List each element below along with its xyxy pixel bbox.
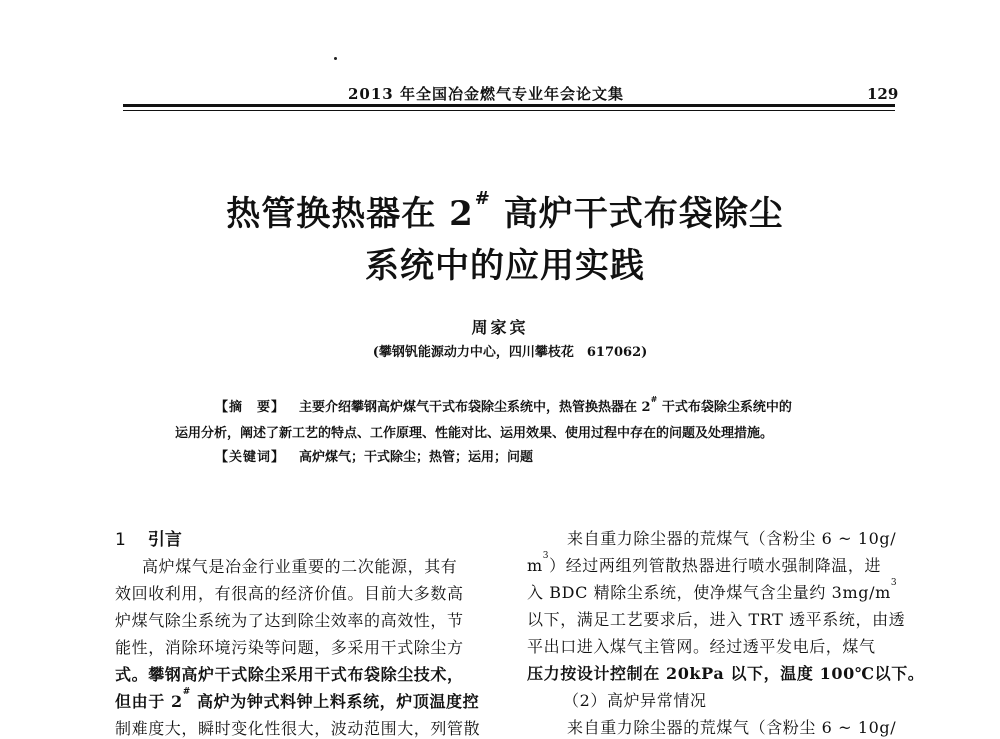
left-line6-sup: # xyxy=(182,687,191,697)
right-col-line-2 xyxy=(527,553,881,576)
right-line2-sup: 3 xyxy=(542,551,550,561)
right-col-line-8: 来自重力除尘器的荒煤气（含粉尘 6 ~ 10g/ xyxy=(567,718,897,737)
title-line1-after: 高炉干式布袋除尘 xyxy=(490,194,784,234)
left-line6-before: 但由于 2 xyxy=(115,692,183,711)
right-line2-after: ）经过两组列管散热器进行喷水强制降温，进 xyxy=(549,556,882,575)
author-affiliation: (攀钢钒能源动力中心，四川攀枝花 617062) xyxy=(372,345,648,360)
left-col-line-5: 式。攀钢高炉干式除尘采用干式布袋除尘技术， xyxy=(115,665,464,684)
stray-dot xyxy=(334,57,337,60)
right-col-line-3 xyxy=(527,580,897,603)
right-col-line-4: 以下，满足工艺要求后，进入 TRT 透平系统，由透 xyxy=(527,610,906,629)
paper-title-line-2: 系统中的应用实践 xyxy=(365,246,645,286)
right-line3-before: 入 BDC 精除尘系统，使净煤气含尘量约 3mg/m xyxy=(527,583,891,602)
abstract-line1-sup: # xyxy=(650,394,658,404)
section-title: 引言 xyxy=(147,530,182,550)
section-1-heading xyxy=(115,525,182,550)
keywords-line xyxy=(215,446,533,465)
right-col-line-5: 平出口进入煤气主管网。经过透平发电后，煤气 xyxy=(527,637,876,656)
page-number: 129 xyxy=(867,85,899,103)
right-line3-sup: 3 xyxy=(890,578,898,588)
left-col-line-6 xyxy=(115,689,479,712)
keywords-label: 【关键词】 xyxy=(215,450,286,465)
paper-title-line-1 xyxy=(5,186,1000,235)
left-col-line-2: 效回收利用，有很高的经济价值。目前大多数高 xyxy=(115,584,464,603)
title-line1-sup: # xyxy=(474,188,491,209)
left-col-line-7: 制难度大，瞬时变化性很大，波动范围大，列管散 xyxy=(115,719,481,738)
abstract-line1-before: 主要介绍攀钢高炉煤气干式布袋除尘系统中，热管换热器在 2 xyxy=(299,400,651,415)
header-rule-thick xyxy=(123,104,895,107)
right-col-line-7: （2）高炉异常情况 xyxy=(563,691,707,710)
left-col-line-3: 炉煤气除尘系统为了达到除尘效率的高效性，节 xyxy=(115,611,464,630)
abstract-line1-after: 干式布袋除尘系统中的 xyxy=(657,400,792,415)
running-head: 2013 年全国冶金燃气专业年会论文集 xyxy=(348,85,624,103)
abstract-line-2: 运用分析，阐述了新工艺的特点、工作原理、性能对比、运用效果、使用过程中存在的问题及处理措施。 xyxy=(175,426,774,441)
abstract-line-1 xyxy=(215,396,792,415)
left-line6-after: 高炉为钟式料钟上料系统，炉顶温度控 xyxy=(190,692,480,711)
author-name: 周家宾 xyxy=(471,318,529,337)
right-line2-before: m xyxy=(527,556,543,575)
header-rule-thin xyxy=(123,110,895,111)
abstract-label: 【摘 要】 xyxy=(215,400,286,415)
right-col-line-1: 来自重力除尘器的荒煤气（含粉尘 6 ~ 10g/ xyxy=(567,529,897,548)
right-col-line-6: 压力按设计控制在 20kPa 以下，温度 100℃以下。 xyxy=(527,664,925,683)
left-col-line-1: 高炉煤气是冶金行业重要的二次能源，其有 xyxy=(142,557,458,576)
left-col-line-4: 能性，消除环境污染等问题，多采用干式除尘方 xyxy=(115,638,464,657)
keywords-text: 高炉煤气；干式除尘；热管；运用；问题 xyxy=(299,450,534,465)
section-number: 1 xyxy=(115,530,126,550)
title-line1-before: 热管换热器在 2 xyxy=(226,194,474,234)
